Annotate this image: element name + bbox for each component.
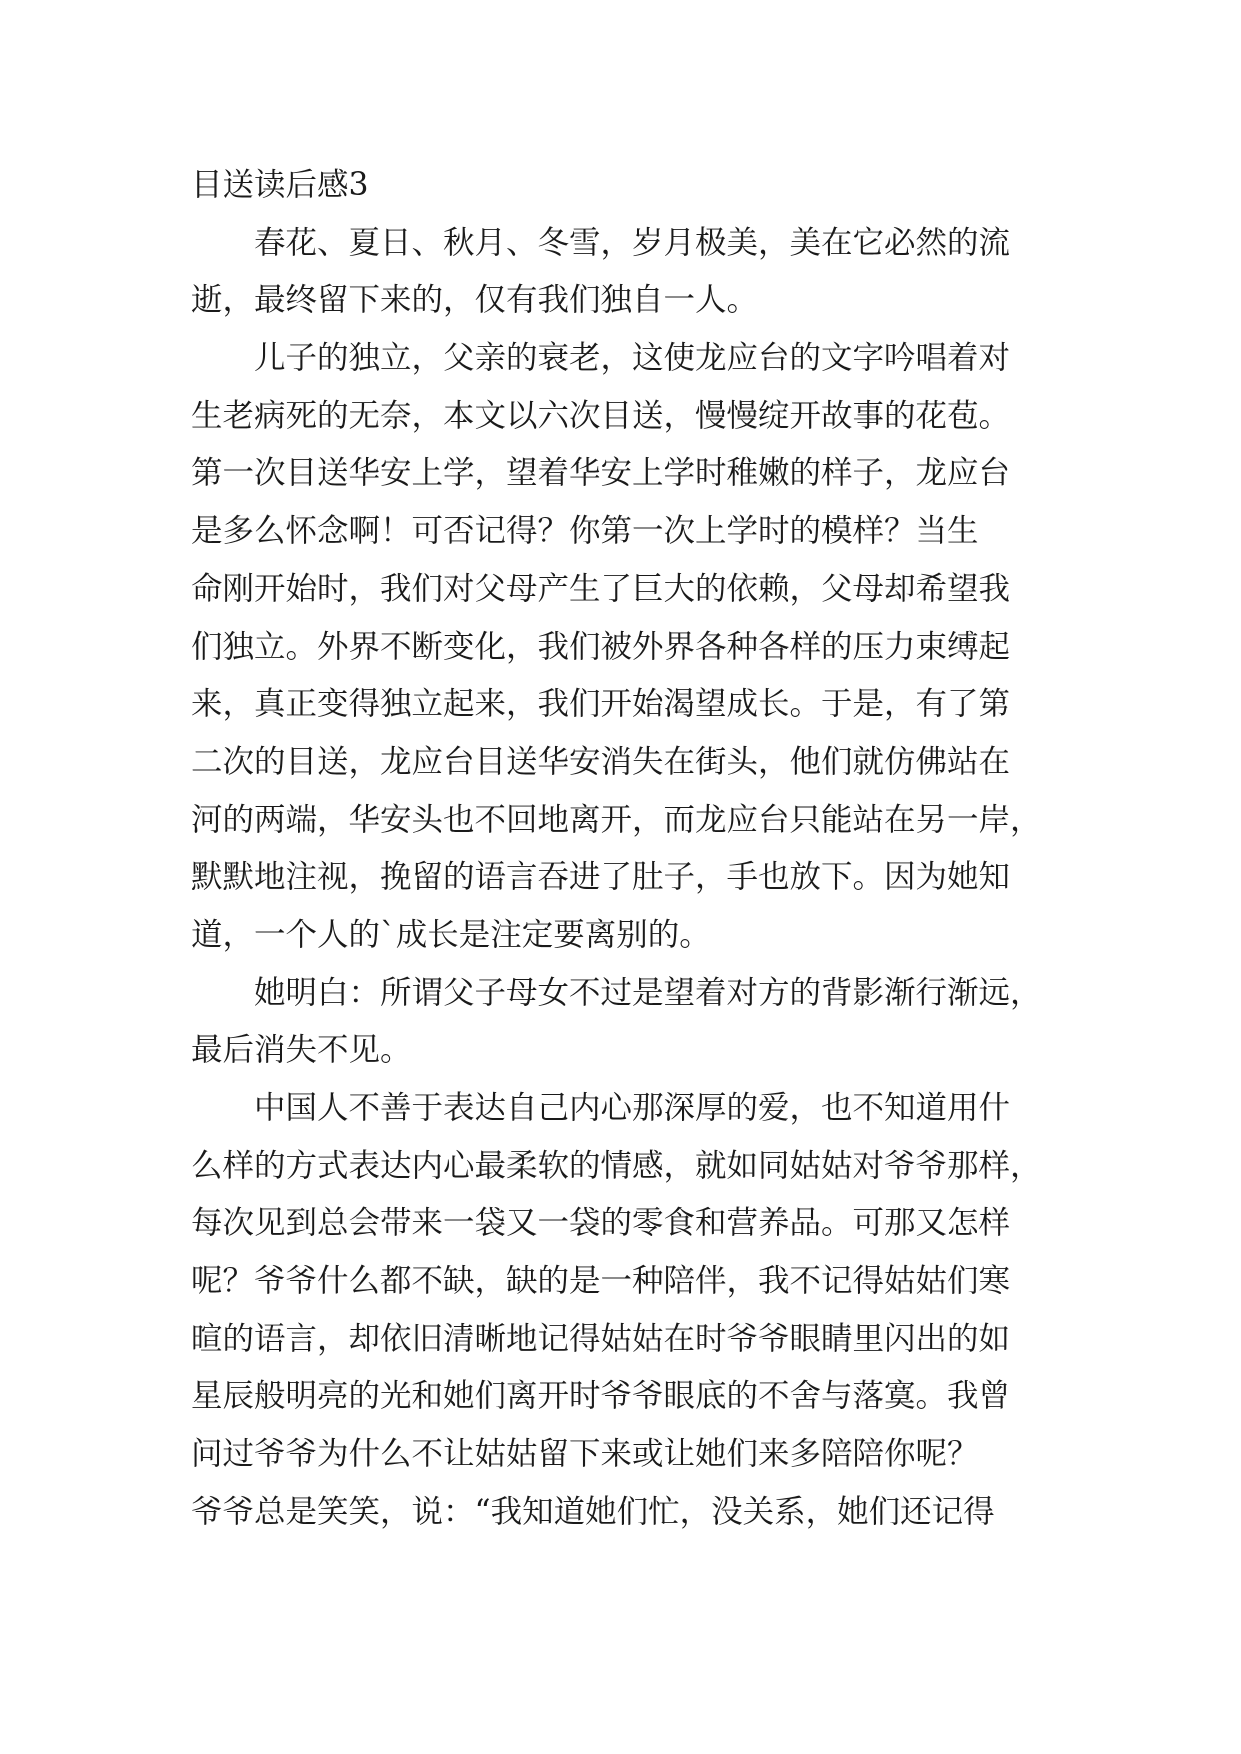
- text-line: 么样的方式表达内心最柔软的情感，就如同姑姑对爷爷那样，: [191, 1147, 1042, 1184]
- document-body: [191, 157, 1051, 1542]
- text-line: 每次见到总会带来一袋又一袋的零食和营养品。可那又怎样: [191, 1205, 1011, 1242]
- text-line: 生老病死的无奈，本文以六次目送，慢慢绽开故事的花苞。: [191, 397, 1011, 434]
- text-line: 逝，最终留下来的，仅有我们独自一人。: [191, 282, 759, 319]
- text-line: 问过爷爷为什么不让姑姑留下来或让她们来多陪陪你呢？: [191, 1436, 979, 1473]
- text-line: 爷爷总是笑笑，说：“我知道她们忙，没关系，她们还记得: [191, 1493, 995, 1530]
- text-line: 道，一个人的`成长是注定要离别的。: [191, 916, 711, 953]
- document-title: 目送读后感3: [191, 167, 369, 203]
- text-line: 河的两端，华安头也不回地离开，而龙应台只能站在另一岸，: [191, 801, 1042, 838]
- text-line: 呢？爷爷什么都不缺，缺的是一种陪伴，我不记得姑姑们寒: [191, 1263, 1011, 1300]
- text-line: 是多么怀念啊！可否记得？你第一次上学时的模样？当生: [191, 513, 979, 550]
- text-line: 来，真正变得独立起来，我们开始渴望成长。于是，有了第: [191, 686, 1011, 723]
- text-line: 默默地注视，挽留的语言吞进了肚子，手也放下。因为她知: [191, 859, 1011, 896]
- text-line: 春花、夏日、秋月、冬雪，岁月极美，美在它必然的流: [254, 224, 1011, 261]
- text-line: 最后消失不见。: [191, 1032, 412, 1069]
- text-line: 中国人不善于表达自己内心那深厚的爱，也不知道用什: [254, 1090, 1011, 1126]
- paragraph-lines: [191, 215, 1051, 1542]
- text-line: 她明白：所谓父子母女不过是望着对方的背影渐行渐远，: [254, 974, 1042, 1011]
- text-line: 暄的语言，却依旧清晰地记得姑姑在时爷爷眼睛里闪出的如: [191, 1320, 1011, 1357]
- text-line: 二次的目送，龙应台目送华安消失在街头，他们就仿佛站在: [191, 743, 1011, 780]
- text-line: 们独立。外界不断变化，我们被外界各种各样的压力束缚起: [191, 628, 1011, 665]
- text-line: 儿子的独立，父亲的衰老，这使龙应台的文字吟唱着对: [254, 340, 1011, 377]
- text-line: 第一次目送华安上学，望着华安上学时稚嫩的样子，龙应台: [191, 455, 1011, 492]
- text-line: 星辰般明亮的光和她们离开时爷爷眼底的不舍与落寞。我曾: [191, 1378, 1011, 1415]
- text-line: 命刚开始时，我们对父母产生了巨大的依赖，父母却希望我: [191, 570, 1011, 607]
